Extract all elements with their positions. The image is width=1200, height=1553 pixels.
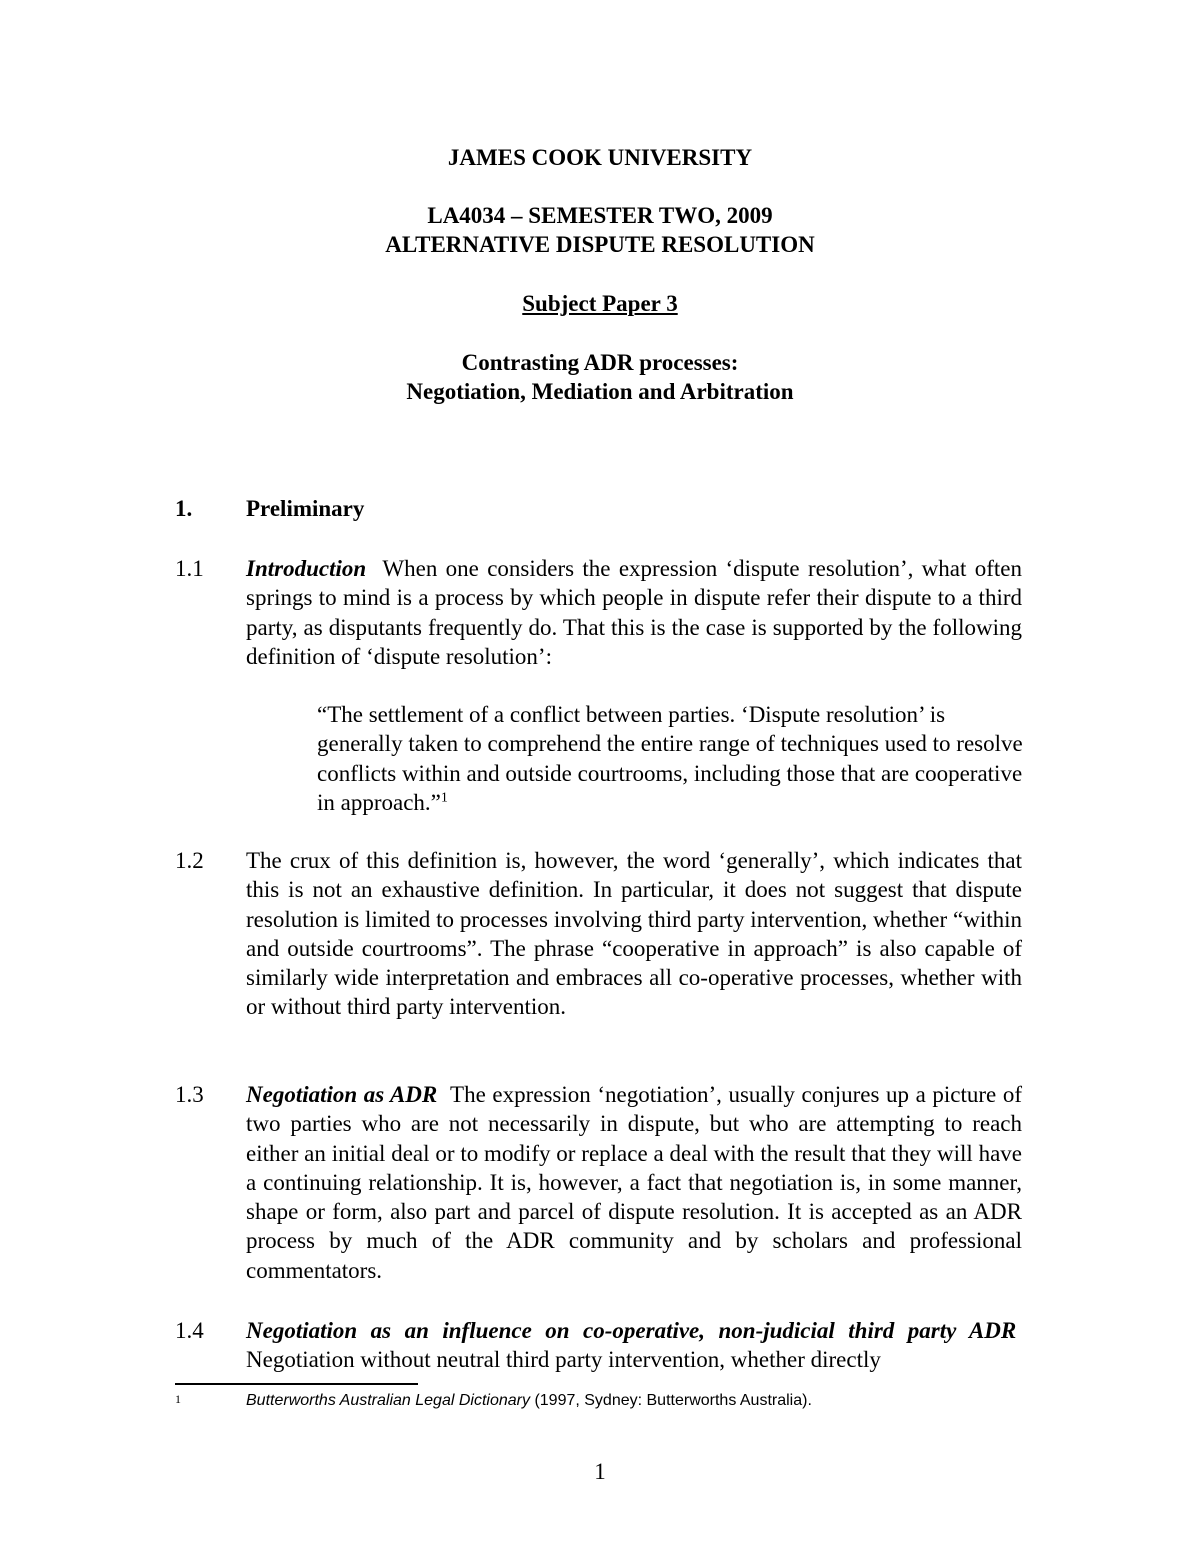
- subject-paper-text: Subject Paper 3: [522, 291, 678, 316]
- paragraph-number-1-3: 1.3: [175, 1082, 204, 1107]
- paragraph-1-2: [246, 846, 1022, 1022]
- title-line-1: Contrasting ADR processes:: [461, 350, 739, 375]
- paragraph-1-1: [246, 554, 1022, 671]
- subject-paper-label: [0, 289, 1200, 318]
- title-line-2: Negotiation, Mediation and Arbitration: [406, 379, 794, 404]
- footnote-number: 1: [175, 1392, 181, 1406]
- section-heading: Preliminary: [246, 496, 365, 521]
- paragraph-1-4-text: Negotiation without neutral third party intervention, whether directly: [246, 1347, 881, 1373]
- course-name: ALTERNATIVE DISPUTE RESOLUTION: [385, 232, 815, 257]
- paragraph-1-4-lead: Negotiation as an influence on co-operative, non-judicial third party ADR: [246, 1318, 1017, 1343]
- footnote-title: Butterworths Australian Legal Dictionary: [246, 1392, 530, 1409]
- course-code: LA4034 – SEMESTER TWO, 2009: [427, 203, 773, 228]
- paragraph-1-1-lead: Introduction: [246, 556, 367, 581]
- paragraph-1-3: [246, 1080, 1022, 1285]
- footnote-text: [246, 1391, 812, 1411]
- definition-quote-text: “The settlement of a conflict between parties. ‘Dispute resolution’ is generally taken to comprehend the entire range of techniques used to resolve conflicts within and outside courtrooms, including those that are cooperative in approach.”: [317, 702, 1023, 815]
- section-number: 1.: [175, 496, 193, 521]
- university-name: JAMES COOK UNIVERSITY: [447, 145, 753, 170]
- paragraph-number-1-1: 1.1: [175, 556, 204, 581]
- paragraph-1-3-text: The expression ‘negotiation’, usually conjures up a picture of two parties who are not necessarily in dispute, but who are attempting to reach either an initial deal or to modify or replace a deal with the result that they will have a continuing relationship. It is, however, a fact that negotiation is, in some manner, shape or form, also part and parcel of dispute resolution. It is accepted as an ADR process by much of the ADR community and by scholars and professional commentators.: [246, 1082, 1022, 1283]
- paragraph-number-1-2: 1.2: [175, 848, 204, 873]
- footnote-rest: (1997, Sydney: Butterworths Australia).: [534, 1392, 812, 1409]
- paragraph-1-4: [246, 1316, 1022, 1375]
- page-number: 1: [594, 1459, 606, 1484]
- paragraph-1-1-text: When one considers the expression ‘dispute resolution’, what often springs to mind is a process by which people in dispute refer their dispute to a third party, as disputants frequently do. That this is the case is supported by the following definition of ‘dispute resolution’:: [246, 556, 1022, 669]
- paragraph-1-3-lead: Negotiation as ADR: [246, 1082, 438, 1107]
- paragraph-1-2-text: The crux of this definition is, however, the word ‘generally’, which indicates that this is not an exhaustive definition. In particular, it does not suggest that dispute resolution is limited to processes involving third party intervention, whether “within and outside courtrooms”. The phrase “cooperative in approach” is also capable of similarly wide interpretation and embraces all co-operative processes, whether with or without third party intervention.: [246, 848, 1022, 1020]
- footnote-separator: [175, 1383, 418, 1385]
- footnote-reference: 1: [440, 790, 448, 806]
- definition-quote: [317, 700, 1023, 817]
- paragraph-number-1-4: 1.4: [175, 1318, 204, 1343]
